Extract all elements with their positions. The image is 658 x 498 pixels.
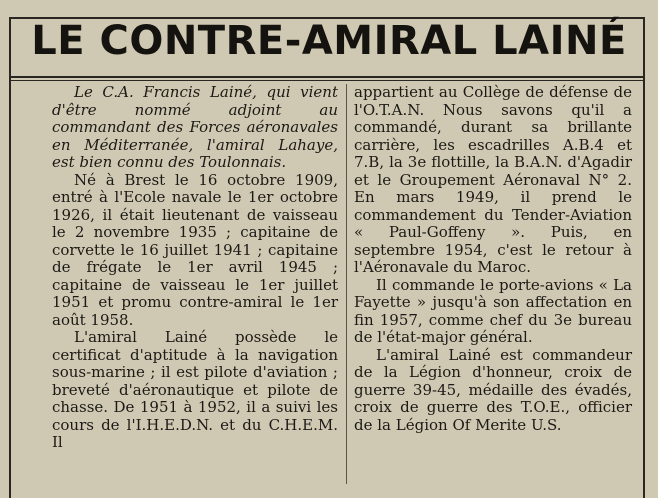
article-headline: LE CONTRE-AMIRAL LAINÉ — [31, 18, 627, 64]
intro-paragraph: Le C.A. Francis Lainé, qui vient d'être nommé adjoint au commandant des Forces aéronavales en Méditerranée, l'amiral Lahaye, est bien connu des Toulonnais. — [52, 83, 338, 171]
column-divider — [346, 84, 347, 484]
headline-rule-thin — [9, 80, 645, 81]
headline-rule — [9, 76, 645, 78]
career-paragraph: Né à Brest le 16 octobre 1909, entré à l'Ecole navale le 1er octobre 1926, il était lieutenant de vaisseau le 2 novembre 1935 ; capitaine de corvette le 16 juillet 1941 ; capitaine de frégate le 1er avril 1945 ; capitaine de vaisseau le 1er juillet 1951 et promu contre-amiral le 1er août 1958. — [52, 170, 338, 329]
right-column — [354, 84, 632, 434]
aircraft-carrier-paragraph: Il commande le porte-avions « La Fayette » jusqu'à son affectation en fin 1957, comme chef du 3e bureau de l'état-major général. — [354, 275, 632, 346]
commands-paragraph: appartient au Collège de défense de l'O.T.A.N. Nous savons qu'il a commandé, durant sa brillante carrière, les escadrilles A.B.4 et 7.B, la 3e flottille, la B.A.N. d'Agadir et le Groupement Aéronaval N° 2. En mars 1949, il prend le commandement du Tender-Aviation « Paul-Goffeny ». Puis, en septembre 1954, c'est le retour à l'Aéronavale du Maroc. — [354, 83, 632, 276]
honours-paragraph: L'amiral Lainé est commandeur de la Légion d'honneur, croix de guerre 39-45, médaille des évadés, croix de guerre des T.O.E., officier de la Légion Of Merite U.S. — [354, 345, 632, 434]
qualifications-paragraph: L'amiral Lainé possède le certificat d'aptitude à la navigation sous-marine ; il est pilote d'aviation ; breveté d'aéronautique et pilote de chasse. De 1951 à 1952, il a suivi les cours de l'I.H.E.D.N. et du C.H.E.M. Il — [52, 328, 338, 451]
left-column — [52, 84, 338, 452]
